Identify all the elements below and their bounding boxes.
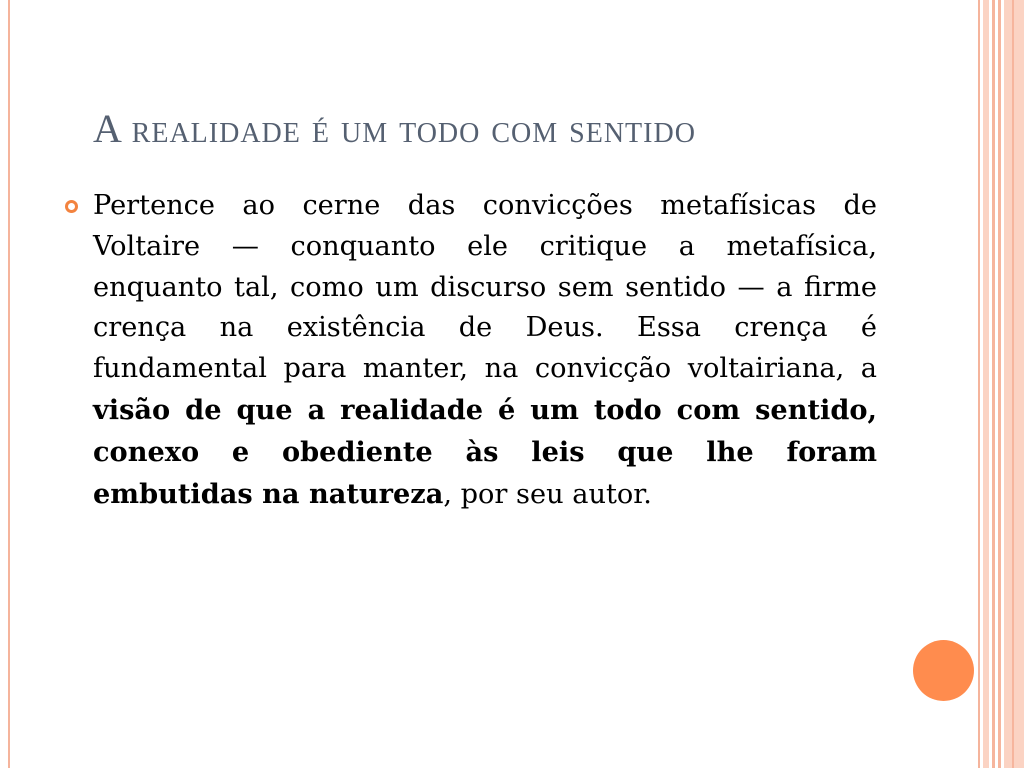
slide-title: A realidade é um todo com sentido xyxy=(93,106,696,151)
ring-bullet-icon xyxy=(65,200,78,213)
decor-stripe xyxy=(1004,0,1024,768)
paragraph-text: Pertence ao cerne das convicções metafísicas de Voltaire — conquanto ele critique a metafísica, enquanto tal, como um discurso sem sentido — a firme crença na existência de Deus. Essa crença é fundamental para manter, na convicção voltairiana, a xyxy=(93,190,877,385)
decor-circle xyxy=(913,640,974,701)
decor-stripe xyxy=(992,0,995,768)
paragraph-bold-text: visão de que a realidade é um todo com sentido, conexo e obediente às leis que lhe foram embutidas na natureza xyxy=(93,393,877,510)
decor-stripe xyxy=(983,0,989,768)
bullet-paragraph xyxy=(93,186,877,515)
paragraph-text-end: , por seu autor. xyxy=(443,478,652,510)
decor-stripe xyxy=(1012,0,1014,768)
decor-stripe xyxy=(998,0,1001,768)
